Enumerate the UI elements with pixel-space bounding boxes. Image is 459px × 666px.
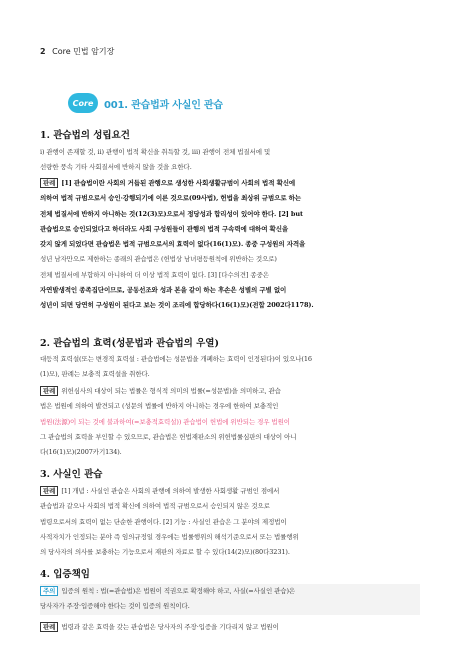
section-1-precedent	[40, 176, 420, 314]
s4-note-a: 주의 입증의 원칙 : 법(=관습법)은 법원이 직권으로 확정해야 하고, 사실(=사실인 관습)은	[40, 584, 420, 599]
section-4-note	[40, 584, 420, 615]
section-1-intro	[40, 145, 420, 176]
core-title	[68, 93, 223, 113]
precedent-tag: 판례	[40, 178, 58, 188]
s4-note-b: 당사자가 주장·입증해야 한다는 것이 입증의 원칙이다.	[40, 602, 190, 611]
s2-p-c: 법원(法源)이 되는 것에 불과하여(=보충적효력설)) 관습법이 헌법에 위반되는 경우 법원이	[40, 417, 290, 426]
s1-p-a: 판례 [1] 관습법이란 사회의 거듭된 관행으로 생성한 사회생활규범이 사회의 법적 확신에	[40, 176, 420, 191]
s1-p-d: 관습법으로 승인되었다고 하더라도 사회 구성원들이 관행의 법적 구속력에 대하여 확신을	[40, 224, 289, 233]
s2-p-a: 판례 위헌심사의 대상이 되는 법률은 형식적 의미의 법률(=성문법)을 의미하고, 관습	[40, 384, 420, 399]
section-3-title: 3. 사실인 관습	[40, 469, 103, 480]
s1-p-i: 성년이 되면 당연히 구성원이 된다고 보는 것이 조리에 합당하다(16(1)모)(전합 2002다1178).	[40, 301, 314, 310]
s1-p-h: 자연발생적인 종족집단이므로, 공동선조와 성과 본을 같이 하는 후손은 성별의 구별 없이	[40, 286, 287, 295]
section-3-precedent	[40, 484, 420, 560]
s2-line-2: (1)모), 판례는 보충적 효력설을 취한다.	[40, 370, 150, 379]
s2-p-b: 법은 법원에 의하여 발견되고 (성문의 법률에 반하지 아니하는 경우에 한하여 보충적인	[40, 402, 279, 411]
precedent-tag: 판례	[40, 386, 58, 396]
section-2-title: 2. 관습법의 효력(성문법과 관습법의 우열)	[40, 338, 219, 349]
s1-line-2: 선량한 풍속 기타 사회질서에 반하지 않을 것을 요한다.	[40, 163, 192, 172]
s1-p-f: 성년 남자만으로 제한하는 종래의 관습법은 (헌법상 남녀평등원칙에 위반하는 것으로)	[40, 255, 277, 264]
book-title: Core 민법 암기장	[52, 47, 115, 56]
s3-p-c: 법령으로서의 효력이 없는 단순한 관행이다. [2] 기능 : 사실인 관습은 그 분야의 제정법이	[40, 517, 287, 526]
core-badge: Core	[68, 93, 98, 113]
caution-tag: 주의	[40, 586, 58, 596]
s1-p-c: 전체 법질서에 반하지 아니하는 것(12(3)모)으로서 정당성과 합리성이 있어야 한다. [2] but	[40, 209, 303, 218]
s1-line-1: ⅰ) 관행이 존재할 것, ⅱ) 관행이 법적 확신을 취득할 것, ⅲ) 관행이 전체 법질서에 및	[40, 148, 271, 156]
s2-p-e: 다(16(1)모)(2007카기134).	[40, 448, 122, 457]
s4-p-a: 판례 법령과 같은 효력을 갖는 관습법은 당사자의 주장·입증을 기다리지 않고 법원이	[40, 620, 420, 635]
section-4-precedent	[40, 620, 420, 635]
s1-p-e: 갖지 않게 되었다면 관습법은 법적 규범으로서의 효력이 없다(16(1)모). 종중 구성원의 자격을	[40, 240, 306, 249]
page-number: 2	[40, 47, 46, 56]
section-1-title: 1. 관습법의 성립요건	[40, 130, 130, 141]
section-2-intro	[40, 352, 420, 383]
precedent-tag: 판례	[40, 622, 58, 632]
precedent-tag: 판례	[40, 486, 58, 496]
s3-p-d: 사적자치가 인정되는 분야 즉 임의규정일 경우에는 법률행위의 해석기준으로서 또는 법률행위	[40, 532, 299, 541]
s3-p-e: 의 당사자의 의사를 보충하는 기능으로서 재판의 자료로 할 수 있다(14(2)모)(80다3231).	[40, 548, 290, 557]
section-2-precedent	[40, 384, 420, 460]
s3-p-a: 판례 [1] 개념 : 사실인 관습은 사회의 관행에 의하여 발생한 사회생활 규범인 점에서	[40, 484, 420, 499]
s1-p-g: 전체 법질서에 부합하지 아니하여 더 이상 법적 효력이 없다. [3] [다수의견] 종중은	[40, 270, 269, 279]
s2-p-d: 그 관습법의 효력을 부인할 수 있으므로, 관습법은 헌법재판소의 위헌법률심판의 대상이 아니	[40, 432, 297, 441]
s1-p-b: 의하여 법적 규범으로서 승인·강행되기에 이른 것으로(09사법), 헌법을 최상위 규범으로 하는	[40, 194, 302, 203]
s3-p-b: 관습법과 같으나 사회의 법적 확신에 의하여 법적 규범으로서 승인되지 않은 것으로	[40, 502, 270, 511]
core-heading: 001. 관습법과 사실인 관습	[104, 99, 223, 111]
page-header	[40, 46, 114, 57]
section-4-title: 4. 입증책임	[40, 569, 90, 580]
s2-line-1: 대등적 효력설(또는 변경적 효력설 : 관습법에는 성문법을 개폐하는 효력이 인정된다)이 있으나(16	[40, 355, 312, 363]
